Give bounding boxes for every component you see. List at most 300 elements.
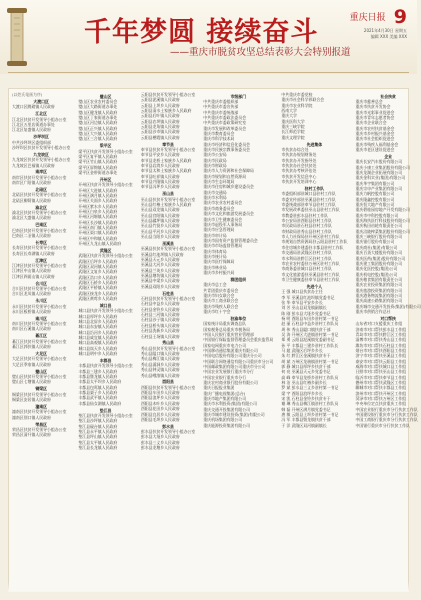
list-item: 巫山县红椿土家族乡人民政府 — [140, 202, 192, 208]
list-item: 重庆银行股份有限公司 — [355, 239, 395, 245]
list-item: 市发展改革委驻巫山县驻村工作队 — [281, 207, 340, 213]
list-item: 重庆高速公路集团有限公司 — [355, 298, 403, 304]
list-item: 西南大学 — [281, 108, 297, 114]
list-item: 渝北区扶贫开发领导小组办公室 — [12, 210, 67, 216]
list-item: 重庆市乡村振兴基金会 — [355, 131, 395, 136]
scroll-ornament-icon — [4, 6, 30, 68]
list-item: 重庆市乡村振兴局 — [203, 269, 235, 275]
list-item: 重庆市光彩事业促进会 — [355, 109, 395, 115]
list-item: 市委宣传部驻巫溪县驻村工作队 — [281, 196, 336, 202]
list-item: 重庆海扶医疗科技股份有限公司 — [355, 218, 410, 224]
list-item: 巫溪县兰英乡人民政府 — [140, 267, 180, 273]
section-heading: 丰都县 — [99, 358, 112, 364]
section-heading: 荣昌区 — [35, 421, 48, 427]
list-item: 城口县沿河乡人民政府 — [78, 329, 118, 335]
list-item: 重庆市城市建设投资(集团)有限公司 — [203, 412, 265, 418]
list-item: 城口县厚坪乡人民政府 — [78, 313, 118, 319]
list-item: 重庆市文化和旅游发展委员会 — [203, 211, 254, 217]
list-item: 云阳县龙角镇人民政府 — [140, 124, 180, 130]
list-item: 梁平区扶贫开发领导小组办公室 — [78, 148, 133, 154]
list-item: 重庆市红十字会 — [203, 308, 231, 314]
list-item: 酉阳县宜居乡人民政府 — [140, 411, 180, 417]
list-item: 重庆市工商业联合会 — [203, 298, 239, 304]
list-item: 市民政局驻石柱县驻村工作队 — [281, 223, 332, 229]
list-item: 开州区河堰镇人民政府 — [78, 214, 118, 220]
list-item: 巴南区扶贫开发领导小组办公室 — [12, 227, 67, 233]
list-item: 重庆市统计局 — [203, 253, 227, 259]
list-item: 长寿区扶贫开发领导小组办公室 — [12, 245, 67, 251]
list-item: 重庆大学 — [281, 113, 297, 119]
section-heading: 长寿区 — [35, 239, 48, 245]
list-item: 开州区白泉乡人民政府 — [78, 209, 118, 214]
list-item: 重庆市地产集团有限公司 — [203, 396, 247, 402]
list-item: 青岛市对口帮扶黔江区工作组 — [355, 331, 407, 337]
list-item: 酉阳县浪坪乡人民政府 — [140, 395, 180, 401]
text-column-3 — [141, 92, 195, 588]
list-item: 马 超 武隆区后坪乡乡长 — [281, 347, 323, 353]
list-item: 重庆交通开投集团有限公司 — [203, 406, 250, 412]
list-item: 中共重庆市委政策研究室 — [203, 120, 247, 126]
list-item: 国家统计局重庆调查总队 — [203, 321, 247, 327]
section-heading: 北碚区 — [35, 187, 48, 193]
list-item: 石柱县桥头镇人民政府 — [140, 322, 180, 328]
list-item: 奉节县岩湾乡人民政府 — [140, 163, 180, 169]
list-item: 重庆市残疾人福利基金会 — [355, 141, 399, 147]
list-item: 重庆隆鑫控股有限公司 — [355, 196, 395, 202]
list-item: 重庆市中科控股有限公司 — [355, 212, 399, 218]
list-item: 江津区扶贫开发领导小组办公室 — [12, 262, 67, 268]
list-item: 潼南区扶贫开发领导小组办公室 — [12, 409, 67, 415]
list-item: 城口县北屏乡人民政府 — [78, 319, 118, 325]
list-item: 武隆区石桥乡人民政府 — [78, 280, 118, 286]
list-item: 济宁市对口帮扶巫溪县工作组 — [355, 353, 407, 359]
list-item: 璧山区正兴镇人民政府 — [78, 125, 118, 131]
list-item: 云阳县泥溪镇人民政府 — [140, 97, 180, 103]
list-item: 重庆市卫生健康委员会 — [203, 216, 243, 222]
section-heading: 南川区 — [35, 315, 48, 321]
section-heading: 垫江县 — [99, 407, 112, 413]
list-item: 市商务委驻城口县驻村工作队 — [281, 266, 332, 272]
list-item: 梁 宇 酉阳县浪坪乡乡长 — [281, 390, 323, 396]
list-item: 云阳县清水土家族乡人民政府 — [140, 108, 192, 114]
list-item: 重庆市医疗保障局 — [203, 259, 235, 265]
text-column-6 — [355, 92, 420, 588]
list-item: 合川区扶贫开发领导小组办公室 — [12, 285, 67, 291]
list-item: 云阳县沙市镇人民政府 — [140, 129, 180, 135]
list-item: 市扶贫办开发指导处 — [281, 157, 317, 163]
list-item: 重庆市住房和城乡建设委员会 — [203, 184, 254, 190]
list-item: 秀山县隘口镇人民政府 — [140, 351, 180, 357]
list-lead-note: (以姓氏笔画为序) — [12, 92, 43, 97]
list-item: 璧山区丁家街道办事处 — [78, 114, 118, 120]
list-item: 重庆市退役军人事务局 — [203, 221, 243, 227]
text-column-5 — [281, 92, 347, 588]
list-item: 重庆市经济和信息化委员会 — [203, 141, 250, 147]
list-item: 泰安市对口帮扶云阳县工作组 — [355, 358, 407, 364]
list-item: 武隆区黄莺乡人民政府 — [78, 296, 118, 302]
section-heading: 铜梁区 — [35, 386, 48, 392]
section-heading: 石柱县 — [162, 290, 174, 296]
list-item: 九龙坡区扶贫开发领导小组办公室 — [12, 157, 71, 163]
list-item: 烟台市对口帮扶酉阳县工作组 — [355, 347, 407, 353]
list-item: 渝北区大盛镇人民政府 — [12, 215, 51, 221]
list-item: 丰都县包鸾镇人民政府 — [78, 384, 118, 390]
list-item: 江北区扶贫开发领导小组办公室 — [12, 116, 67, 122]
list-item: 重庆市林业局 — [203, 264, 227, 270]
list-item: 张 华 奉节县平安乡乡长 — [281, 299, 323, 305]
list-item: 朱 红 黔江区金溪镇扶贫专干 — [281, 353, 331, 359]
list-item: 重庆市体育局 — [203, 248, 227, 254]
list-item: 孙 平 丰都县三建乡驻村工作队长 — [281, 342, 339, 348]
list-item: 刘 芳 巫山县双龙镇副镇长 — [281, 305, 327, 311]
list-item: 重庆市水利投资(集团)有限公司 — [203, 401, 257, 407]
list-item: 长江师范学院 — [281, 129, 305, 135]
list-item: 重庆粮食集团有限责任公司 — [355, 276, 403, 282]
list-item: 城口县明中乡人民政府 — [78, 351, 118, 357]
list-item: 石柱县沙子镇人民政府 — [140, 317, 180, 323]
list-item: 巫山县平河乡人民政府 — [140, 228, 180, 234]
list-item: 重庆农业投资集团有限公司 — [355, 282, 403, 288]
list-item: 重庆金科实业(集团)有限公司 — [355, 175, 406, 181]
list-item: 武隆区文复乡人民政府 — [78, 269, 118, 275]
list-item: 重庆百货大楼股份有限公司 — [355, 250, 403, 256]
list-item: 武隆区接龙乡人民政府 — [78, 290, 118, 296]
list-item: 酉阳县木叶乡人民政府 — [140, 400, 180, 406]
list-item: 王 强 城口县扶贫办主任 — [281, 289, 323, 295]
section-heading: 对口帮扶 — [380, 315, 396, 321]
list-item: 重庆市应急管理局 — [203, 227, 235, 233]
list-item: 城口县咸宜镇人民政府 — [78, 335, 118, 341]
list-item: 铜梁区扶贫开发领导小组办公室 — [12, 391, 67, 397]
list-item: 开州区南门镇人民政府 — [78, 225, 118, 231]
list-item: 璧山区农业农村委员会 — [78, 98, 118, 104]
list-item: 开州区九龙山镇人民政府 — [78, 241, 122, 247]
list-item: 韩 磊 开州区满月镇党委书记 — [281, 406, 331, 412]
list-item: 垫江县砚台镇人民政府 — [78, 423, 118, 429]
list-item: 市扶贫开发培训中心 — [281, 179, 317, 185]
list-item: 重庆港务物流集团有限公司 — [355, 292, 403, 298]
list-item: 梁平区竹山镇人民政府 — [78, 159, 118, 165]
list-item: 石柱县扶贫开发领导小组办公室 — [140, 296, 196, 302]
list-item: 重庆市农村扶贫基金会 — [355, 125, 395, 131]
list-item: 开州区紫水乡人民政府 — [78, 203, 118, 209]
list-item: 綦江区扶贫开发领导小组办公室 — [12, 338, 67, 344]
section-heading: 南岸区 — [35, 169, 48, 175]
list-item: 彭水县扶贫开发领导小组办公室 — [140, 429, 196, 435]
list-item: 潼南区别口镇人民政府 — [12, 414, 51, 420]
list-item: 丰都县栗子乡人民政府 — [78, 390, 118, 396]
list-item: 重庆市商务委员会 — [203, 205, 235, 211]
list-item: 中国农业发展银行重庆市分行 — [203, 369, 254, 375]
list-item: 秀山县涌洞乡人民政府 — [140, 361, 180, 367]
list-item: 丰都县太平坝乡人民政府 — [78, 379, 122, 385]
paper-name: 重庆日报 — [349, 13, 386, 23]
section-heading: 社会扶贫 — [380, 93, 396, 99]
list-item: 中国工商银行重庆市分行扶贫工作队 — [355, 417, 418, 423]
list-item: 市规划自然资源局驻云阳县驻村工作队 — [281, 239, 348, 245]
list-item: 重庆机场集团有限公司 — [203, 417, 243, 423]
list-item: 威海市对口帮扶城口县工作组 — [355, 363, 407, 369]
list-item: 璧山区扶贫开发领导小组办公室 — [12, 374, 67, 379]
list-item: 市扶贫办综合处 — [281, 147, 309, 153]
list-item: 江津区四面山镇人民政府 — [12, 273, 55, 279]
list-item: 中国邮政集团有限公司重庆市分公司 — [203, 363, 266, 369]
list-item: 重庆医科大学 — [281, 118, 305, 124]
list-item: 唐 敏 云阳县上坝乡驻村第一书记 — [281, 412, 339, 418]
list-item: 巫山县扶贫开发领导小组办公室 — [140, 196, 196, 202]
list-item: 开州区长沙镇人民政府 — [78, 219, 118, 225]
list-item: 潍坊市对口帮扶石柱县工作组 — [355, 342, 407, 348]
list-item: 市文化旅游委驻巫溪县驻村工作队 — [281, 271, 340, 277]
section-heading: 沙坪坝区 — [33, 134, 49, 140]
list-item: 南岸区广阳镇人民政府 — [12, 180, 51, 186]
list-item: 重庆市老区建设促进会 — [355, 147, 395, 153]
list-item: 奉节县吐祥镇人民政府 — [140, 173, 180, 179]
list-item: 赵 丽 石柱县中益乡驻村工作队员 — [281, 321, 339, 327]
list-item: 重庆市交通局 — [203, 189, 227, 195]
list-item: 城口县扶贫开发领导小组办公室 — [78, 308, 133, 314]
list-item: 垫江县沙坪镇人民政府 — [78, 418, 118, 424]
list-item: 奉节县兴隆镇人民政府 — [140, 179, 180, 185]
section-heading: 綦江区 — [35, 333, 48, 339]
list-item: 巫溪县中梁乡人民政府 — [140, 278, 180, 284]
list-item: 市委组织部驻城口县驻村工作队 — [281, 191, 336, 197]
list-item: 重庆秋田齿轮有限责任公司 — [355, 223, 403, 229]
list-item: 巫山县双龙镇人民政府 — [140, 207, 180, 213]
text-column-1 — [12, 92, 70, 588]
section-heading: 驻渝单位 — [230, 315, 247, 321]
list-item: 重庆广播电视集团(总台) — [203, 390, 246, 396]
list-item: 梁平区屏锦镇人民政府 — [78, 164, 118, 170]
list-item: 九龙坡区巴福镇人民政府 — [12, 162, 55, 168]
list-item: 中共重庆市委党校 — [281, 92, 313, 97]
list-item: 江北区复盛镇人民政府 — [12, 127, 51, 133]
list-item: 重庆市发展和改革委员会 — [203, 125, 247, 131]
masthead-meta-2: 编辑 XXX 美编 XXX — [370, 34, 407, 39]
list-item: 重庆市公安局 — [203, 152, 227, 158]
list-item: 开州区大进镇人民政府 — [78, 187, 118, 193]
list-item: 开州区关面乡人民政府 — [78, 198, 118, 204]
list-item: 秀山县钟灵镇人民政府 — [140, 367, 180, 373]
list-item: 巫溪县扶贫开发领导小组办公室 — [140, 246, 196, 252]
list-item: 石柱县王场镇人民政府 — [140, 333, 180, 339]
list-item: 中共重庆市委宣传部 — [203, 104, 239, 110]
section-heading: 巴南区 — [35, 222, 48, 228]
list-item: 重庆市扶贫开发协会 — [355, 104, 391, 110]
list-item: 大足区季家镇人民政府 — [12, 361, 51, 367]
list-item: 重庆市青年志愿者协会 — [355, 114, 395, 120]
honor-list-body — [8, 88, 421, 592]
section-heading: 市级部门 — [230, 93, 247, 99]
list-item: 云阳县上坝乡人民政府 — [140, 102, 180, 108]
list-item: 宋 凯 石柱县金铃乡扶贫专干 — [281, 396, 331, 402]
section-heading: 企业 — [384, 153, 392, 159]
list-item: 重庆市供销合作总社 — [355, 308, 391, 314]
list-item: 大足区扶贫开发领导小组办公室 — [12, 356, 67, 362]
section-heading: 先进集体 — [306, 141, 323, 147]
list-item: 北碚区柳荫镇人民政府 — [12, 197, 51, 203]
list-item: 垫江县太平镇人民政府 — [78, 439, 118, 445]
bottom-fade — [8, 582, 409, 592]
section-heading: 秀山县 — [162, 340, 174, 346]
list-item: 合川区龙凤镇人民政府 — [12, 291, 51, 297]
list-item: 酉阳县毛坝乡人民政府 — [140, 416, 180, 422]
list-item: 国家电网重庆市电力公司 — [203, 342, 247, 348]
list-item: 中共重庆市委统战部 — [203, 109, 239, 115]
list-item: 林 洁 巫山县红椿乡副乡长 — [281, 380, 327, 385]
list-item: 巫山县官阳镇人民政府 — [140, 212, 180, 218]
list-item: 重庆市民政局 — [203, 157, 227, 163]
list-item: 武隆区后坪乡人民政府 — [78, 258, 118, 264]
section-heading: 合川区 — [35, 280, 48, 286]
list-item: 滨州市对口帮扶开州区工作组 — [355, 390, 407, 396]
list-item: 中国银行重庆市分行扶贫工作队 — [355, 422, 410, 428]
list-item: 荣昌区扶贫开发领导小组办公室 — [12, 426, 67, 432]
page-header — [0, 0, 417, 74]
list-item: 市扶贫办社会扶贫处 — [281, 163, 317, 169]
list-item: 德州市对口帮扶武隆区工作组 — [355, 380, 407, 385]
list-item: 石柱县中益乡人民政府 — [140, 301, 180, 307]
list-item: 重庆市财政局 — [203, 163, 227, 169]
list-item: 重庆市教育委员会 — [203, 131, 235, 136]
list-item: 重庆宗申产业集团有限公司 — [355, 186, 403, 192]
list-item: 垫江县扶贫开发领导小组办公室 — [78, 413, 133, 419]
list-item: 淄博市对口帮扶秀山县工作组 — [355, 337, 407, 343]
list-item: 江北区五里店街道办事处 — [12, 121, 55, 127]
list-item: 彭水县大垭乡人民政府 — [140, 434, 180, 440]
list-item: 市交通局驻武隆区驻村工作队 — [281, 250, 332, 256]
list-item: 武隆区双河镇人民政府 — [78, 264, 118, 270]
list-item: 璧山区大兴镇人民政府 — [78, 131, 118, 136]
list-item: 中共沙坪坝区委组织部 — [12, 139, 51, 145]
list-item: 重庆市生态环境局 — [203, 179, 235, 185]
list-item: 吴 涛 开州区大进镇驻村第一书记 — [281, 331, 339, 337]
page-subtitle: ——重庆市脱贫攻坚总结表彰大会特别报道 — [170, 47, 351, 58]
section-heading: 群团组织 — [230, 276, 247, 282]
list-item: 重庆市规划和自然资源局 — [203, 173, 247, 179]
section-heading: 酉阳县 — [162, 379, 174, 385]
masthead-meta-1: 2021年4月30日 星期五 — [363, 28, 407, 33]
section-heading: 璧山区 — [99, 93, 112, 99]
list-item: 丰都县武平镇人民政府 — [78, 395, 118, 401]
list-item: 于 洋 武隆区双河镇副镇长 — [281, 422, 327, 428]
list-item: 重庆市水利局 — [203, 195, 227, 201]
list-item: 重庆日报报业集团 — [203, 385, 235, 391]
list-item: 中国人民银行重庆营业管理部 — [203, 331, 254, 337]
section-heading: 武隆区 — [99, 248, 112, 253]
list-item: 国家税务总局重庆市税务局 — [203, 326, 250, 332]
list-item: 中国农业银行重庆市分行扶贫工作队 — [355, 406, 418, 412]
list-item: 开州区满月镇人民政府 — [78, 192, 118, 198]
list-item: 重庆市社会科学界联合会 — [281, 97, 325, 103]
list-item: 丰都县仙女湖镇人民政府 — [78, 400, 122, 406]
list-item: 市人力社保局驻开州区驻村工作队 — [281, 234, 340, 240]
list-item: 杨 明 酉阳县车田乡驻村第一书记 — [281, 315, 339, 321]
list-item: 璧山区健龙镇人民政府 — [78, 109, 118, 115]
list-item: 李 军 巫溪县红池坝镇党委书记 — [281, 294, 335, 300]
list-item: 市教委驻彭水县驻村工作队 — [281, 212, 329, 218]
list-item: 罗 斌 彭水县三义乡驻村第一书记 — [281, 385, 339, 391]
list-item: 中国农业银行重庆市分行 — [203, 374, 247, 380]
list-item: 重庆文理学院 — [281, 134, 305, 140]
list-item: 巫溪县红池坝镇人民政府 — [140, 251, 184, 257]
list-item: 重庆建工集团股份有限公司 — [355, 260, 403, 266]
section-heading: 城口县 — [99, 303, 112, 309]
list-item: 云阳县后叶镇人民政府 — [140, 113, 180, 119]
list-item: 周 伟 秀山县隘口镇扶贫干部 — [281, 326, 331, 332]
page-headline: 千年梦圆 接续奋斗 — [84, 17, 319, 48]
list-item: 市委统战部驻奉节县驻村工作队 — [281, 202, 336, 208]
list-item: 重庆恒大地产有限公司 — [355, 202, 395, 208]
list-item: 重庆碧桂园房地产开发有限公司 — [355, 207, 410, 213]
list-item: 秀山县峨溶镇人民政府 — [140, 372, 180, 378]
list-item: 重庆市人力资源和社会保障局 — [203, 168, 254, 174]
list-item: 重庆三峡学院 — [281, 124, 305, 130]
list-item: 巫山县骡坪镇人民政府 — [140, 218, 180, 224]
section-heading: 梁平区 — [99, 143, 112, 149]
list-item: 垫江县长龙镇人民政府 — [78, 445, 118, 451]
list-item: 南岸区扶贫开发领导小组办公室 — [12, 174, 67, 180]
list-item: 重庆市社会组织促进会 — [355, 136, 395, 142]
list-item: 重庆化医控股(集团)公司 — [355, 266, 398, 272]
section-heading: 渝北区 — [35, 204, 48, 210]
list-item: 中央单位定点扶贫重庆工作组 — [355, 401, 407, 407]
list-item: 郑 勇 云阳县泥溪镇党委副书记 — [281, 337, 335, 343]
section-heading: 彭水县 — [162, 423, 174, 429]
list-item: 璧山区大路街道办事处 — [78, 104, 118, 110]
section-heading: 开州区 — [99, 176, 112, 182]
list-item: 石柱县金铃乡人民政府 — [140, 306, 180, 312]
list-item: 重庆能源投资集团有限公司 — [203, 422, 250, 428]
list-item: 丰都县扶贫开发领导小组办公室 — [78, 363, 133, 369]
page-number: 9 — [393, 6, 407, 28]
list-item: 陈 刚 彭水县大垭乡党委书记 — [281, 310, 331, 316]
list-item: 重庆医药(集团)股份有限公司 — [355, 255, 406, 261]
list-item: 荣昌区清升镇人民政府 — [12, 432, 51, 438]
text-column-4 — [203, 92, 273, 588]
header-divider — [8, 72, 409, 73]
list-item: 谢 琳 秀山县梅江镇驻村工作队员 — [281, 401, 339, 407]
list-item: 铜梁区安居镇人民政府 — [12, 396, 51, 402]
list-item: 重庆三峡银行股份有限公司 — [355, 234, 403, 240]
list-item: 市扶贫办规划财务处 — [281, 152, 317, 158]
list-item: 江津区中山镇人民政府 — [12, 268, 51, 274]
list-item: 中共重庆市委组织部 — [203, 98, 239, 104]
list-item: 高 峰 奉节县龙桥乡驻村工作队员 — [281, 374, 339, 380]
list-item: 重庆市农业科学院 — [281, 102, 313, 108]
list-item: 长寿区长寿湖镇人民政府 — [12, 250, 55, 256]
list-item: 开州区渠口镇人民政府 — [78, 230, 118, 236]
list-item: 共青团重庆市委员会 — [203, 287, 239, 293]
list-item: 武隆区扶贫开发领导小组办公室 — [78, 253, 133, 259]
list-item: 重庆市慈善总会 — [355, 98, 383, 104]
list-item: 酉阳县车田乡人民政府 — [140, 390, 180, 396]
list-item: 重庆农村商业银行股份有限公司 — [203, 380, 258, 385]
list-item: 重庆市农业农村委员会 — [203, 200, 243, 206]
list-item: 重庆市企业联合会 — [355, 120, 387, 126]
list-item: 市公安局驻酉阳县驻村工作队 — [281, 218, 332, 224]
list-item: 云阳县农坝镇人民政府 — [140, 118, 180, 124]
list-item: 永川区扶贫开发领导小组办公室 — [12, 303, 67, 309]
list-item: 北碚区扶贫开发领导小组办公室 — [12, 192, 67, 198]
list-item: 临沂市对口帮扶奉节县工作组 — [355, 374, 407, 380]
list-item: 奉节县平安乡人民政府 — [140, 152, 180, 158]
section-heading: 潼南区 — [35, 403, 48, 409]
section-heading: 巫山县 — [162, 191, 174, 197]
list-item: 巫山县竹贤乡人民政府 — [140, 223, 180, 229]
list-item: 胡 斌 万州区龙驹镇驻村第一书记 — [281, 358, 339, 364]
list-item: 中国联合网络通信有限公司重庆市分公司 — [203, 358, 274, 364]
